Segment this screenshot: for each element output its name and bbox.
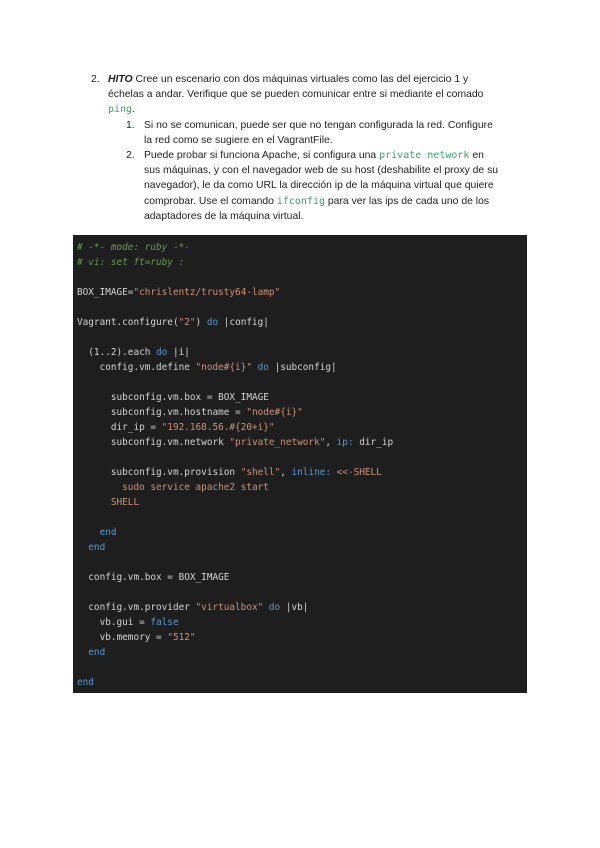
code-line: config.vm.box = BOX_IMAGE: [77, 572, 230, 583]
code-line: vb.memory = "512": [77, 632, 196, 643]
code-line: subconfig.vm.network "private_network", ip: dir_ip: [77, 437, 394, 448]
item-line-2: échelas a andar. Verifique que se pueden comunicar entre si mediante el comado: [108, 89, 484, 100]
code-line: subconfig.vm.box = BOX_IMAGE: [77, 392, 269, 403]
code-line: dir_ip = "192.168.56.#{20+i}": [77, 422, 275, 433]
code-line: subconfig.vm.provision "shell", inline: <<-SHELL: [77, 467, 382, 478]
code-line: subconfig.vm.hostname = "node#{i}": [77, 407, 303, 418]
item-text-end: .: [132, 104, 135, 115]
text: para ver las ips de cada uno de los: [327, 196, 490, 207]
inline-code-ifconfig: ifconfig: [276, 196, 326, 207]
subitem-2-line-2: sus máquinas, y con el navegador web de su host (deshabilite el proxy de su: [144, 165, 499, 176]
item-line-3: [108, 102, 135, 117]
code-line: (1..2).each do |i|: [77, 347, 190, 358]
inline-code-private-network: private network: [379, 150, 470, 161]
text: en: [472, 150, 484, 161]
hito-label: HITO: [108, 74, 133, 85]
code-line: vb.gui = false: [77, 617, 179, 628]
subitem-number: 1.: [126, 120, 135, 131]
code-line: # vi: set ft=ruby :: [77, 257, 185, 268]
subitem-2-line-5: adaptadores de la máquina virtual.: [144, 211, 304, 222]
code-line: config.vm.provider "virtualbox" do |vb|: [77, 602, 309, 613]
subitem-number: 2.: [126, 150, 135, 161]
code-line: end: [77, 677, 94, 688]
code-line: # -*- mode: ruby -*-: [77, 242, 190, 253]
subitem-1-line-2: la red como se sugiere en el VagrantFile.: [144, 135, 333, 146]
text: Puede probar si funciona Apache, si configura una: [144, 150, 377, 161]
code-block: [73, 235, 527, 693]
text: comprobar. Use el comando: [144, 196, 274, 207]
code-line: sudo service apache2 start: [77, 482, 269, 493]
code-line: end: [77, 542, 106, 553]
code-line: end: [77, 647, 106, 658]
code-line: end: [77, 527, 117, 538]
subitem-2-line-4: [144, 194, 529, 209]
code-line: Vagrant.configure("2") do |config|: [77, 317, 269, 328]
code-line: config.vm.define "node#{i}" do |subconfig|: [77, 362, 337, 373]
item-text: Cree un escenario con dos máquinas virtuales como las del ejercicio 1 y: [132, 74, 469, 85]
code-line: SHELL: [77, 497, 140, 508]
item-number: 2.: [91, 74, 100, 85]
subitem-1-line-1: Si no se comunican, puede ser que no tengan configurada la red. Configure: [144, 120, 493, 131]
item-line-1: [108, 72, 528, 87]
subitem-2-line-1: [144, 148, 529, 163]
inline-code-ping: ping: [108, 104, 133, 115]
code-line: BOX_IMAGE="chrislentz/trusty64-lamp": [77, 287, 281, 298]
subitem-2-line-3: navegador), le da como URL la dirección ip de la máquina virtual que quiere: [144, 180, 494, 191]
